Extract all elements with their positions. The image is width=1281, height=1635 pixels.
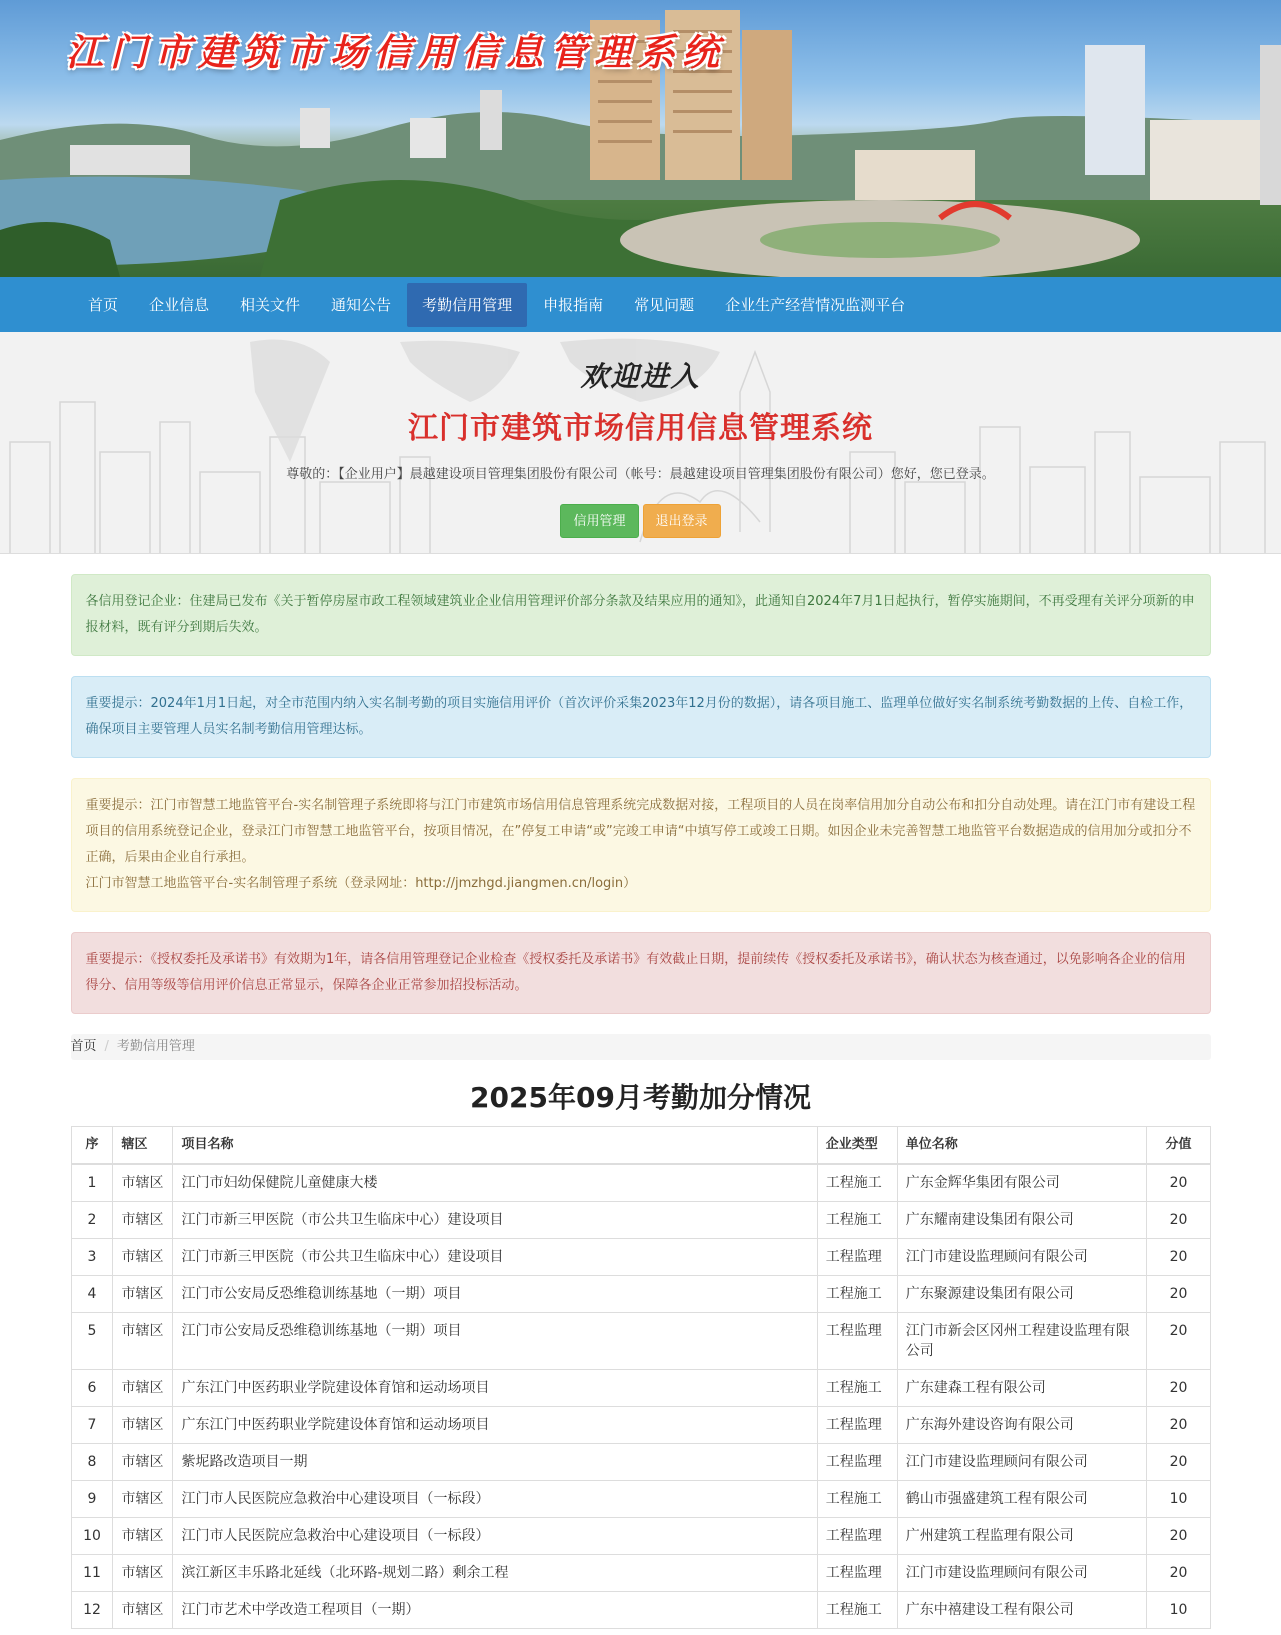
table-row (71, 1518, 1210, 1555)
cell-district: 市辖区 (113, 1407, 173, 1444)
cell-index: 10 (71, 1518, 113, 1555)
welcome-user-text: 尊敬的：【企业用户】晨越建设项目管理集团股份有限公司（帐号：晨越建设项目管理集团股份有限公司）您好，您已登录。 (286, 467, 995, 482)
nav-item-faq[interactable]: 常见问题 (634, 295, 695, 314)
cell-company-name: 广东海外建设咨询有限公司 (897, 1407, 1147, 1444)
cell-score: 20 (1147, 1276, 1210, 1313)
cell-company-type: 工程监理 (817, 1407, 897, 1444)
cell-score: 20 (1147, 1239, 1210, 1276)
cell-company-type: 工程施工 (817, 1370, 897, 1407)
alert-attendance-notice: 重要提示：2024年1月1日起，对全市范围内纳入实名制考勤的项目实施信用评价（首次评价采集2023年12月份的数据），请各项目施工、监理单位做好实名制系统考勤数据的上传、自检工作，确保项目主要管理人员实名制考勤信用管理达标。 (71, 676, 1211, 758)
banner-title: 江门市建筑市场信用信息管理系统 (66, 30, 726, 74)
alert-policy-notice: 各信用登记企业：住建局已发布《关于暂停房屋市政工程领域建筑业企业信用管理评价部分条款及结果应用的通知》，此通知自2024年7月1日起执行，暂停实施期间，不再受理有关评分项新的申报材料，既有评分到期后失效。 (71, 574, 1211, 656)
nav-item-guide[interactable]: 申报指南 (543, 295, 604, 314)
cell-company-name: 广东耀南建设集团有限公司 (897, 1202, 1147, 1239)
cell-district: 市辖区 (113, 1239, 173, 1276)
table-row (71, 1164, 1210, 1202)
cell-index: 8 (71, 1444, 113, 1481)
header-company-type: 企业类型 (817, 1127, 897, 1165)
nav-item-company-info[interactable]: 企业信息 (149, 295, 210, 314)
cell-company-type: 工程施工 (817, 1592, 897, 1629)
cell-score: 10 (1147, 1481, 1210, 1518)
cell-company-type: 工程监理 (817, 1313, 897, 1370)
cell-company-type: 工程监理 (817, 1239, 897, 1276)
cell-company-name: 鹤山市强盛建筑工程有限公司 (897, 1481, 1147, 1518)
cell-index: 9 (71, 1481, 113, 1518)
cell-index: 4 (71, 1276, 113, 1313)
cell-company-name: 江门市建设监理顾问有限公司 (897, 1444, 1147, 1481)
cell-project-name: 江门市人民医院应急救治中心建设项目（一标段） (173, 1481, 817, 1518)
cell-project-name: 广东江门中医药职业学院建设体育馆和运动场项目 (173, 1407, 817, 1444)
cell-district: 市辖区 (113, 1276, 173, 1313)
attendance-score-table (71, 1126, 1211, 1629)
cell-company-type: 工程监理 (817, 1555, 897, 1592)
breadcrumb-home[interactable]: 首页 (70, 1039, 97, 1054)
cell-project-name: 江门市艺术中学改造工程项目（一期） (173, 1592, 817, 1629)
nav-item-home[interactable]: 首页 (88, 295, 119, 314)
header-project-name: 项目名称 (173, 1127, 817, 1165)
cell-score: 20 (1147, 1555, 1210, 1592)
cell-project-name: 江门市新三甲医院（市公共卫生临床中心）建设项目 (173, 1239, 817, 1276)
cell-index: 6 (71, 1370, 113, 1407)
cell-district: 市辖区 (113, 1592, 173, 1629)
cell-company-name: 广东金辉华集团有限公司 (897, 1164, 1147, 1202)
table-row (71, 1370, 1210, 1407)
table-row (71, 1481, 1210, 1518)
header-banner (0, 0, 1281, 277)
cell-index: 5 (71, 1313, 113, 1370)
cell-project-name: 紫坭路改造项目一期 (173, 1444, 817, 1481)
table-row (71, 1407, 1210, 1444)
nav-item-attendance-credit[interactable]: 考勤信用管理 (407, 283, 527, 327)
cell-company-name: 广东聚源建设集团有限公司 (897, 1276, 1147, 1313)
cell-company-name: 江门市建设监理顾问有限公司 (897, 1555, 1147, 1592)
cell-score: 20 (1147, 1370, 1210, 1407)
welcome-buttons (0, 504, 1281, 538)
cell-company-type: 工程监理 (817, 1518, 897, 1555)
credit-management-button[interactable]: 信用管理 (560, 504, 638, 538)
cell-district: 市辖区 (113, 1555, 173, 1592)
cell-score: 20 (1147, 1518, 1210, 1555)
welcome-panel (0, 332, 1281, 554)
alert-smart-site-text: 重要提示：江门市智慧工地监管平台-实名制管理子系统即将与江门市建筑市场信用信息管理系统完成数据对接，工程项目的人员在岗率信用加分自动公布和扣分自动处理。请在江门市有建设工程项目的信用系统登记企业，登录江门市智慧工地监管平台，按项目情况，在”停复工申请“或”完竣工申请“中填写停工或竣工日期。如因企业未完善智慧工地监管平台数据造成的信用加分或扣分不正确，后果由企业自行承担。 (85, 798, 1196, 865)
main-nav (0, 277, 1281, 332)
cell-index: 1 (71, 1164, 113, 1202)
cell-score: 20 (1147, 1444, 1210, 1481)
cell-company-name: 江门市建设监理顾问有限公司 (897, 1239, 1147, 1276)
nav-item-documents[interactable]: 相关文件 (240, 295, 301, 314)
table-row (71, 1592, 1210, 1629)
main-content (71, 574, 1211, 1629)
table-header-row (71, 1127, 1210, 1165)
breadcrumb-current: 考勤信用管理 (116, 1039, 195, 1054)
cell-district: 市辖区 (113, 1313, 173, 1370)
cell-score: 20 (1147, 1313, 1210, 1370)
nav-item-monitoring-platform[interactable]: 企业生产经营情况监测平台 (725, 295, 906, 314)
cell-index: 3 (71, 1239, 113, 1276)
header-score: 分值 (1147, 1127, 1210, 1165)
cell-score: 20 (1147, 1407, 1210, 1444)
cell-project-name: 江门市人民医院应急救治中心建设项目（一标段） (173, 1518, 817, 1555)
cell-district: 市辖区 (113, 1164, 173, 1202)
table-row (71, 1555, 1210, 1592)
header-index: 序 (71, 1127, 113, 1165)
cell-company-name: 江门市新会区冈州工程建设监理有限公司 (897, 1313, 1147, 1370)
cell-district: 市辖区 (113, 1518, 173, 1555)
cell-company-type: 工程施工 (817, 1481, 897, 1518)
nav-item-notices[interactable]: 通知公告 (331, 295, 392, 314)
cell-project-name: 江门市新三甲医院（市公共卫生临床中心）建设项目 (173, 1202, 817, 1239)
cell-company-type: 工程监理 (817, 1444, 897, 1481)
page-title: 2025年09月考勤加分情况 (470, 1081, 811, 1114)
cell-index: 2 (71, 1202, 113, 1239)
table-row (71, 1202, 1210, 1239)
cell-district: 市辖区 (113, 1481, 173, 1518)
cell-company-name: 广州建筑工程监理有限公司 (897, 1518, 1147, 1555)
cell-project-name: 江门市妇幼保健院儿童健康大楼 (173, 1164, 817, 1202)
cell-company-name: 广东建森工程有限公司 (897, 1370, 1147, 1407)
breadcrumb-separator: / (104, 1039, 109, 1054)
cell-company-type: 工程施工 (817, 1202, 897, 1239)
cell-company-name: 广东中禧建设工程有限公司 (897, 1592, 1147, 1629)
header-district: 辖区 (113, 1127, 173, 1165)
logout-button[interactable]: 退出登录 (643, 504, 721, 538)
cell-project-name: 广东江门中医药职业学院建设体育馆和运动场项目 (173, 1370, 817, 1407)
cell-district: 市辖区 (113, 1444, 173, 1481)
table-row (71, 1313, 1210, 1370)
cell-index: 11 (71, 1555, 113, 1592)
alert-smart-site-link[interactable]: 江门市智慧工地监管平台-实名制管理子系统（登录网址：http://jmzhgd.jiangmen.cn/login） (85, 876, 637, 891)
cell-district: 市辖区 (113, 1370, 173, 1407)
alert-smart-site-notice (71, 778, 1211, 912)
cell-index: 7 (71, 1407, 113, 1444)
welcome-title: 欢迎进入 (580, 360, 701, 393)
breadcrumb (71, 1034, 1211, 1060)
cell-index: 12 (71, 1592, 113, 1629)
cell-district: 市辖区 (113, 1202, 173, 1239)
alert-authorization-notice: 重要提示：《授权委托及承诺书》有效期为1年，请各信用管理登记企业检查《授权委托及承诺书》有效截止日期，提前续传《授权委托及承诺书》，确认状态为核查通过，以免影响各企业的信用得分、信用等级等信用评价信息正常显示，保障各企业正常参加招投标活动。 (71, 932, 1211, 1014)
cell-project-name: 滨江新区丰乐路北延线（北环路-规划二路）剩余工程 (173, 1555, 817, 1592)
table-row (71, 1276, 1210, 1313)
cell-company-type: 工程施工 (817, 1276, 897, 1313)
welcome-system-name: 江门市建筑市场信用信息管理系统 (408, 411, 873, 446)
cell-project-name: 江门市公安局反恐维稳训练基地（一期）项目 (173, 1276, 817, 1313)
cell-project-name: 江门市公安局反恐维稳训练基地（一期）项目 (173, 1313, 817, 1370)
table-row (71, 1239, 1210, 1276)
header-company-name: 单位名称 (897, 1127, 1147, 1165)
cell-company-type: 工程施工 (817, 1164, 897, 1202)
cell-score: 10 (1147, 1592, 1210, 1629)
cell-score: 20 (1147, 1164, 1210, 1202)
table-row (71, 1444, 1210, 1481)
cell-score: 20 (1147, 1202, 1210, 1239)
